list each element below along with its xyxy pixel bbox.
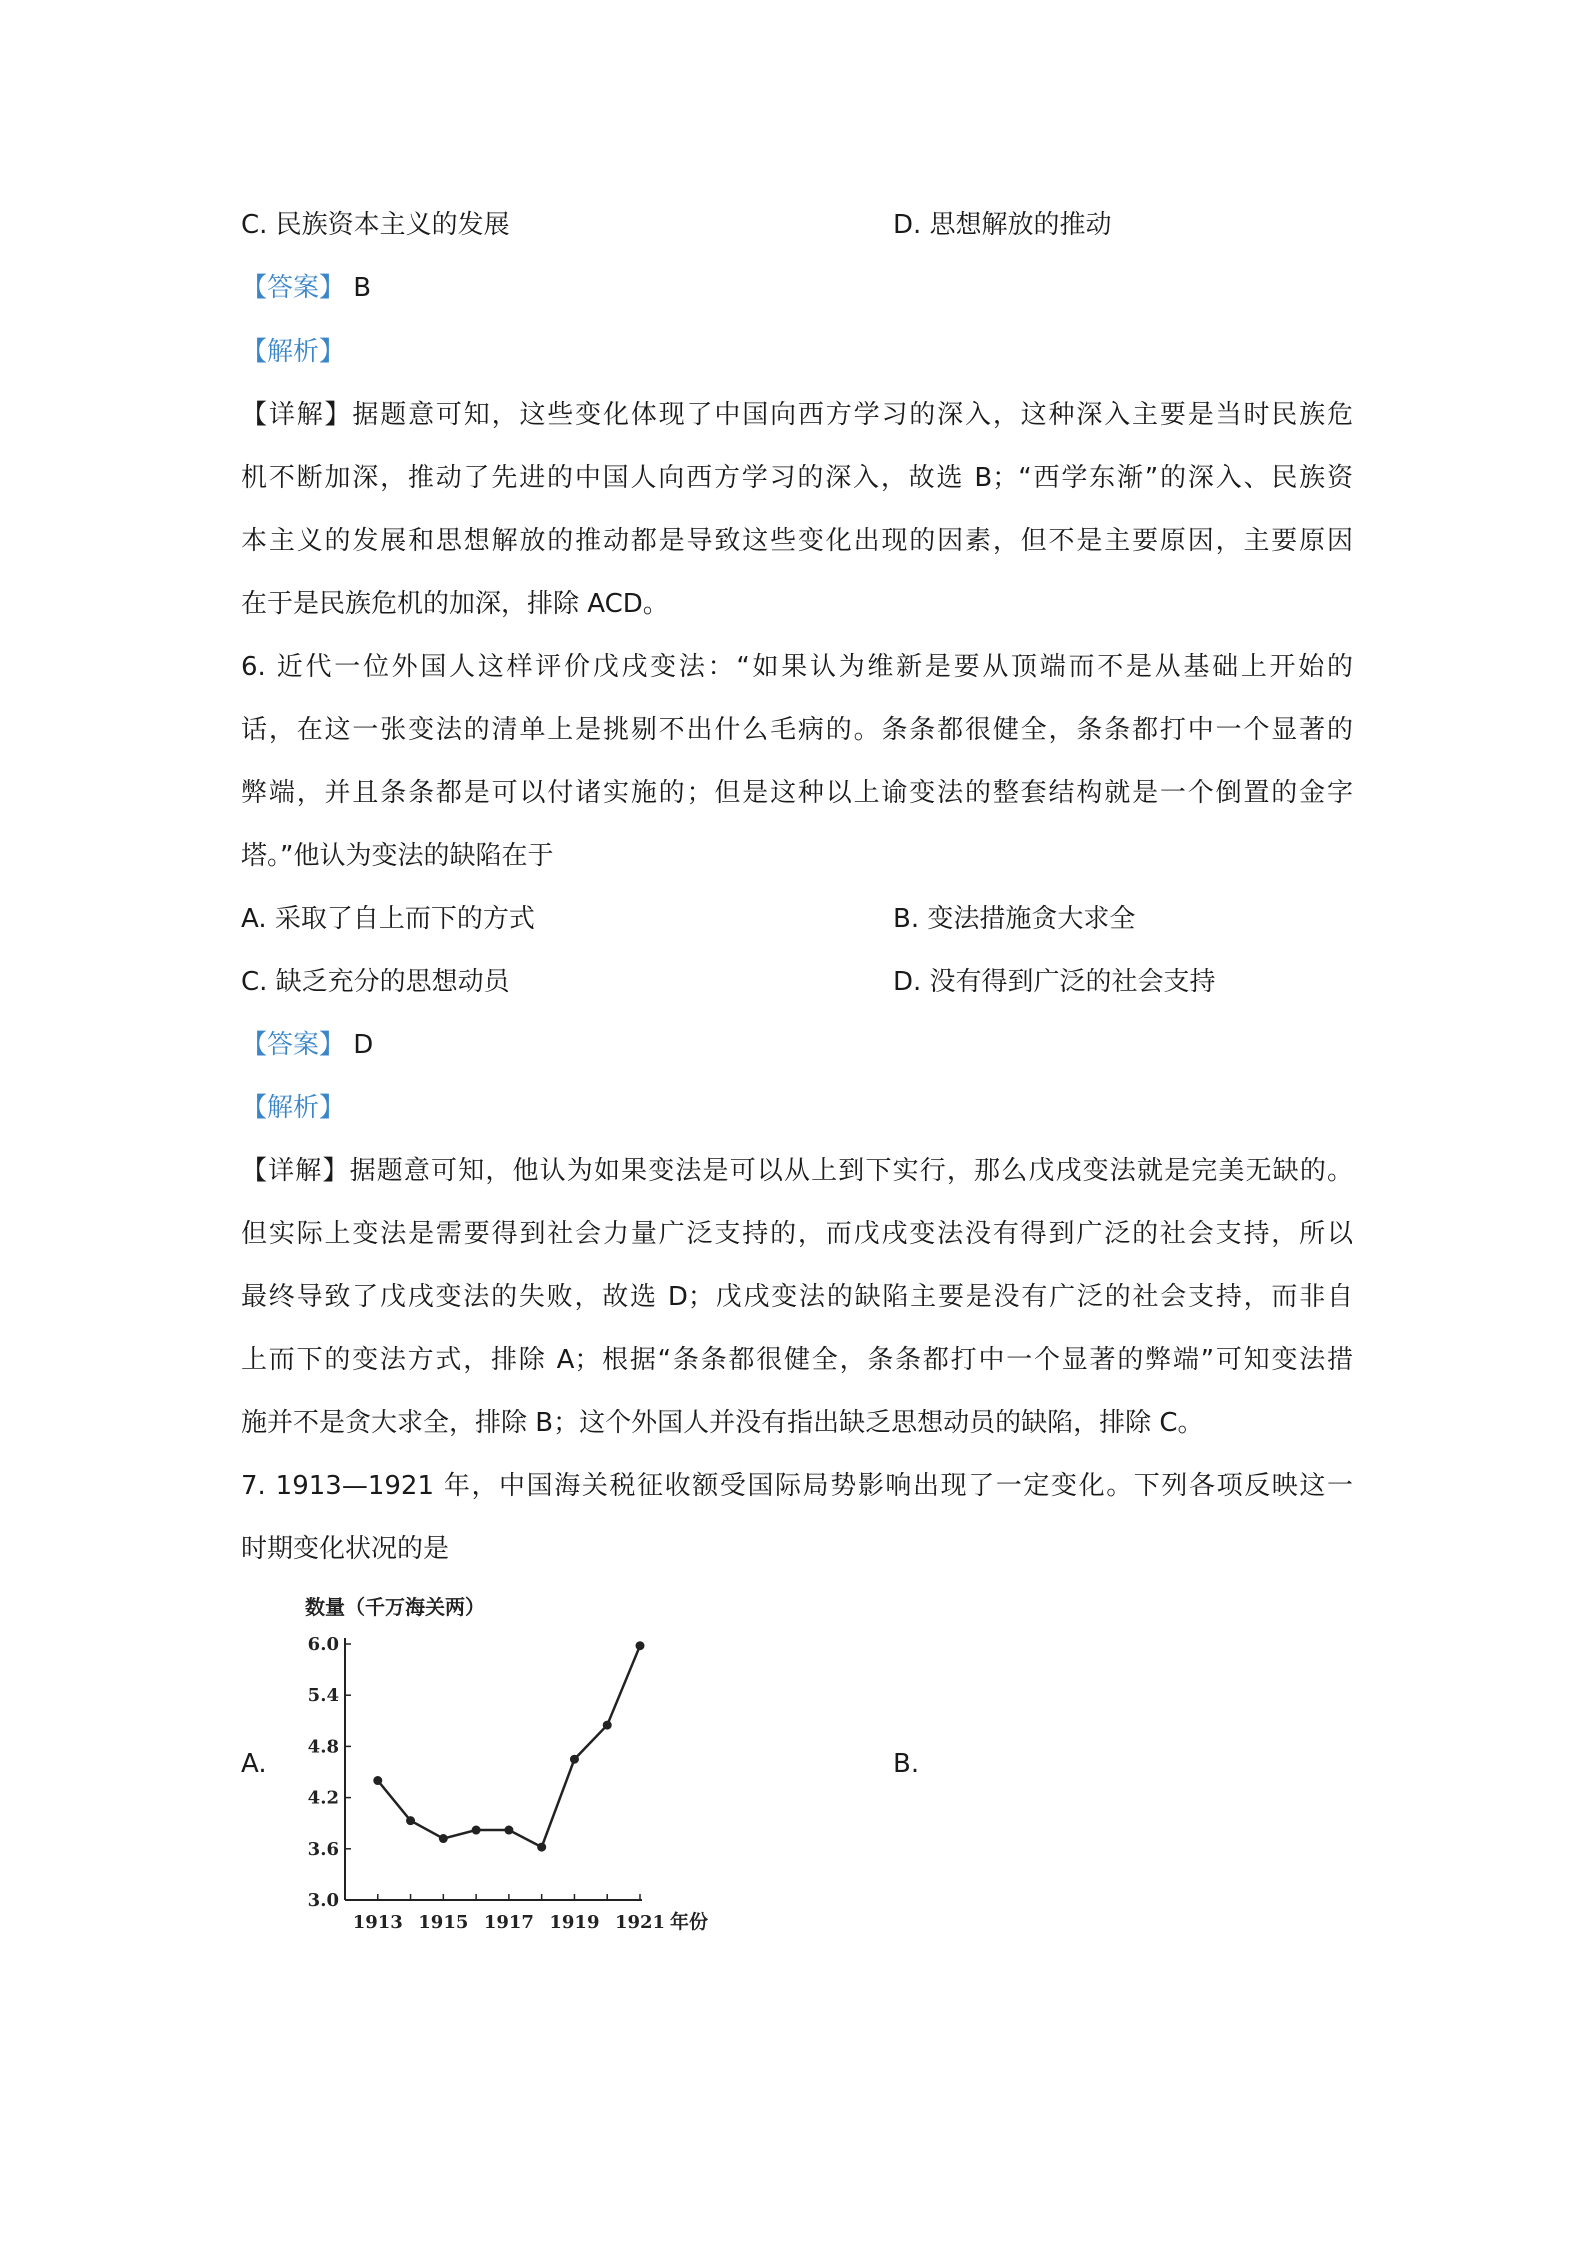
- q5-detail-line-2: 机不断加深，推动了先进的中国人向西方学习的深入，故选 B；“西学东渐”的深入、民族资: [241, 463, 1353, 493]
- x-tick-label: 1915: [418, 1912, 469, 1933]
- detail-tag: 【详解】: [241, 1156, 350, 1186]
- q6-detail-line-3: 最终导致了戊戌变法的失败，故选 D；戊戌变法的缺陷主要是没有广泛的社会支持，而非自: [241, 1282, 1353, 1312]
- data-point-1921: [636, 1641, 645, 1650]
- q5-option-d: D. 思想解放的推动: [893, 210, 1112, 240]
- data-point-1914: [406, 1816, 415, 1825]
- q6-option-c: C. 缺乏充分的思想动员: [241, 967, 510, 997]
- y-tick-label: 5.4: [307, 1685, 339, 1707]
- data-point-1918: [537, 1843, 546, 1852]
- q6-option-d: D. 没有得到广泛的社会支持: [893, 967, 1216, 997]
- q6-answer: [241, 1027, 373, 1063]
- q5-answer: [241, 270, 371, 306]
- q7-stem-line-2: 时期变化状况的是: [241, 1534, 450, 1564]
- answer-tag: 【答案】: [241, 273, 346, 303]
- x-tick-label: 1917: [483, 1912, 534, 1933]
- q7-option-a-label: A.: [241, 1749, 267, 1779]
- data-point-1919: [570, 1755, 579, 1764]
- q6-option-a: A. 采取了自上而下的方式: [241, 904, 535, 934]
- detail-text: 据题意可知，他认为如果变法是可以从上到下实行，那么戊戌变法就是完美无缺的。: [349, 1156, 1353, 1186]
- q6-analysis-tag: 【解析】: [241, 1093, 346, 1123]
- q5-detail-line-1: [241, 397, 1353, 433]
- data-point-1915: [439, 1834, 448, 1843]
- q6-stem-line-4: 塔。”他认为变法的缺陷在于: [241, 841, 554, 871]
- x-axis-label: 年份: [670, 1911, 709, 1933]
- detail-text: 据题意可知，这些变化体现了中国向西方学习的深入，这种深入主要是当时民族危: [352, 400, 1353, 430]
- y-tick-label: 3.0: [307, 1890, 339, 1911]
- q6-stem-line-1: 6. 近代一位外国人这样评价戊戌变法：“如果认为维新是要从顶端而不是从基础上开始的: [241, 652, 1353, 682]
- series-line: [378, 1646, 640, 1847]
- q6-detail-line-1: [241, 1153, 1353, 1189]
- y-tick-label: 6.0: [307, 1634, 339, 1655]
- answer-value: B: [353, 273, 372, 303]
- y-tick-label: 3.6: [307, 1838, 339, 1860]
- q6-detail-line-2: 但实际上变法是需要得到社会力量广泛支持的，而戊戌变法没有得到广泛的社会支持，所以: [241, 1219, 1353, 1249]
- answer-tag: 【答案】: [241, 1030, 346, 1060]
- q6-stem-line-2: 话，在这一张变法的清单上是挑剔不出什么毛病的。条条都很健全，条条都打中一个显著的: [241, 715, 1353, 745]
- q5-option-c: C. 民族资本主义的发展: [241, 210, 510, 240]
- data-points: [373, 1641, 644, 1851]
- q5-analysis-tag: 【解析】: [241, 337, 346, 367]
- customs-revenue-chart: [295, 1590, 735, 1940]
- chart-title: 数量（千万海关两）: [305, 1595, 485, 1619]
- q5-detail-line-3: 本主义的发展和思想解放的推动都是导致这些变化出现的因素，但不是主要原因，主要原因: [241, 526, 1353, 556]
- data-point-1920: [603, 1721, 612, 1730]
- answer-value: D: [353, 1030, 374, 1060]
- x-tick-label: 1913: [352, 1912, 403, 1933]
- q6-option-b: B. 变法措施贪大求全: [893, 904, 1136, 934]
- detail-tag: 【详解】: [241, 400, 353, 430]
- q7-option-b-label: B.: [893, 1749, 920, 1779]
- x-tick-label: 1919: [549, 1912, 600, 1933]
- q6-stem-line-3: 弊端，并且条条都是可以付诸实施的；但是这种以上谕变法的整套结构就是一个倒置的金字: [241, 778, 1353, 808]
- data-point-1917: [504, 1826, 513, 1835]
- chart-svg: [295, 1590, 735, 1940]
- q7-stem-line-1: 7. 1913—1921 年，中国海关税征收额受国际局势影响出现了一定变化。下列各项反映这一: [241, 1471, 1353, 1501]
- y-tick-label: 4.8: [307, 1736, 339, 1758]
- y-tick-label: 4.2: [307, 1787, 339, 1809]
- q6-detail-line-4: 上而下的变法方式，排除 A；根据“条条都很健全，条条都打中一个显著的弊端”可知变法措: [241, 1345, 1353, 1375]
- data-point-1916: [472, 1826, 481, 1835]
- q5-detail-line-4: 在于是民族危机的加深，排除 ACD。: [241, 589, 669, 619]
- q6-detail-line-5: 施并不是贪大求全，排除 B；这个外国人并没有指出缺乏思想动员的缺陷，排除 C。: [241, 1408, 1204, 1438]
- x-tick-label: 1921: [614, 1912, 666, 1933]
- data-point-1913: [373, 1776, 382, 1785]
